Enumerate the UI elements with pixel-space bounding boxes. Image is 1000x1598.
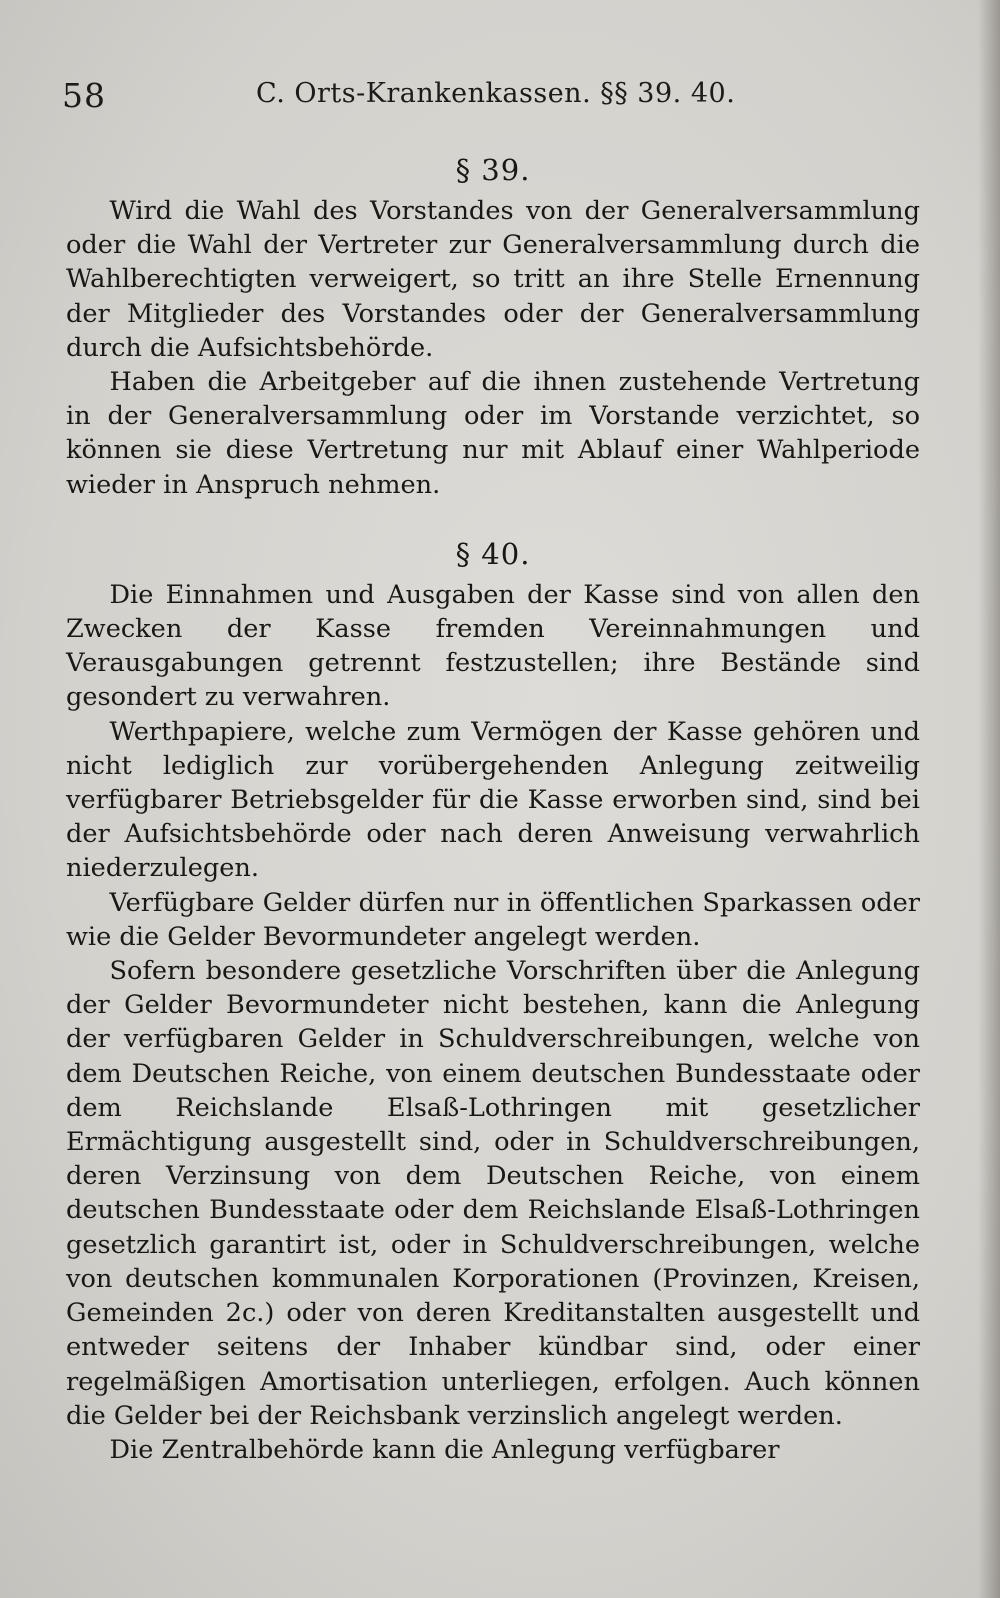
paragraph: Die Zentralbehörde kann die Anlegung verfügbarer <box>109 1434 780 1465</box>
paragraph: Werthpapiere, welche zum Vermögen der Kasse gehören und nicht lediglich zur vorübergehenden Anlegung zeitweilig verfügbarer Betriebsgelder für die Kasse erworben sind, sind bei der Aufsichtsbehörde oder nach deren Anweisung verwahrlich niederzulegen. <box>66 716 920 884</box>
section-heading-39: § 39. <box>455 153 531 187</box>
page-number: 58 <box>62 76 106 115</box>
paragraph: Wird die Wahl des Vorstandes von der Generalversammlung oder die Wahl der Vertreter zur Generalversammlung durch die Wahlberechtigten verweigert, so tritt an ihre Stelle Ernennung der Mitglieder des Vorstandes oder der Generalversammlung durch die Aufsichtsbehörde. <box>66 196 920 363</box>
page-body <box>66 152 920 1467</box>
paragraph: Die Einnahmen und Ausgaben der Kasse sind von allen den Zwecken der Kasse fremden Vereinnahmungen und Verausgabungen getrennt festzustellen; ihre Bestände sind gesondert zu verwahren. <box>66 579 920 713</box>
running-head: C. Orts-Krankenkassen. §§ 39. 40. <box>256 78 736 109</box>
paragraph: Sofern besondere gesetzliche Vorschriften über die Anlegung der Gelder Bevormundeter nicht bestehen, kann die Anlegung der verfügbaren Gelder in Schuldverschreibungen, welche von dem Deutschen Reiche, von einem deutschen Bundesstaate oder dem Reichslande Elsaß-Lothringen mit gesetzlicher Ermächtigung ausgestellt sind, oder in Schuldverschreibungen, deren Verzinsung von dem Deutschen Reiche, von einem deutschen Bundesstaate oder dem Reichslande Elsaß-Lothringen gesetzlich garantirt ist, oder in Schuldverschreibungen, welche von deutschen kommunalen Korporationen (Provinzen, Kreisen, Gemeinden 2c.) oder von deren Kreditanstalten ausgestellt und entweder seitens der Inhaber kündbar sind, oder einer regelmäßigen Amortisation unterliegen, erfolgen. Auch können die Gelder bei der Reichsbank verzinslich angelegt werden. <box>66 956 920 1431</box>
page-edge-shadow <box>978 0 1000 1598</box>
paragraph: Verfügbare Gelder dürfen nur in öffentlichen Sparkassen oder wie die Gelder Bevormundeter angelegt werden. <box>66 887 920 952</box>
paragraph: Haben die Arbeitgeber auf die ihnen zustehende Vertretung in der Generalversammlung oder im Vorstande verzichtet, so können sie diese Vertretung nur mit Ablauf einer Wahlperiode wieder in Anspruch nehmen. <box>66 367 920 500</box>
section-heading-40: § 40. <box>455 536 531 571</box>
page-header <box>62 76 922 116</box>
